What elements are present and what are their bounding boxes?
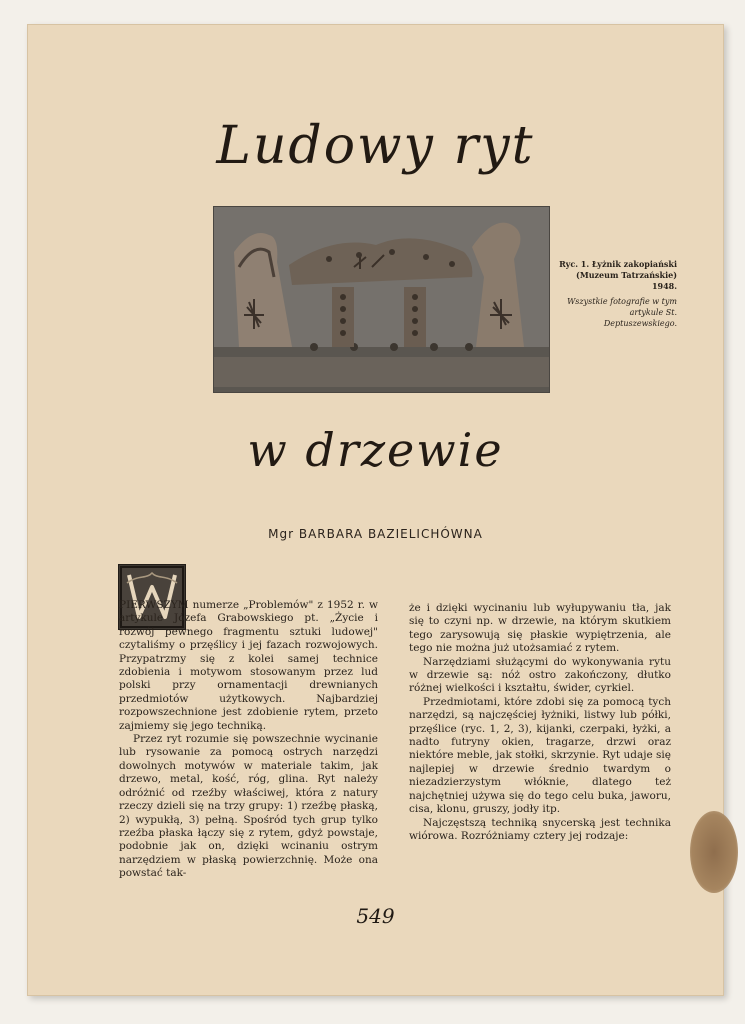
photo-caption — [559, 259, 677, 329]
magazine-page — [27, 24, 724, 996]
caption-line-2: Wszystkie fotografie w tym artykule St. Deptuszewskiego. — [567, 297, 677, 328]
right-paragraph-2: Narzędziami służącymi do wykonywania rytu w drzewie są: nóż ostro zakończony, dłutko różnej wielkości i kształtu, świder, cyrkiel. — [409, 655, 671, 695]
right-column — [409, 602, 671, 843]
right-paragraph-1: że i dzięki wycinaniu lub wyłupywaniu tła, jak się to czyni np. w drzewie, na którym skutkiem tego zarysowują się płaskie wypiętrzenia, ale tego nie można już utożsamiać z rytem. — [409, 602, 671, 655]
left-paragraph-2: Przez ryt rozumie się powszechnie wycinanie lub rysowanie za pomocą ostrych narzędzi dowolnych motywów w materiale takim, jak drzewo, metal, kość, róg, glina. Ryt należy odróżnić od rzeźby właściwej, która z natury rzeczy dzieli się na trzy grupy: 1) rzeźbę płaską, 2) wypukłą, 3) pełną. Spośród tych grup tylko rzeźba płaska łączy się z rytem, gdyż powstaje, podobnie jak on, dzięki wcinaniu ostrym narzędziem w płaską powierzchnię. Może ona powstać tak- — [119, 733, 378, 880]
paper-stain — [690, 811, 738, 893]
page-number: 549 — [356, 904, 395, 928]
left-column — [119, 599, 378, 881]
title-line-1: Ludowy ryt — [216, 116, 535, 176]
left-paragraph-1: PIERWSZYM numerze „Problemów" z 1952 r. w artykule Józefa Grabowskiego pt. „Życie i rozwój pewnego fragmentu sztuki ludowej" czytaliśmy o przęślicy i jej fazach rozwojowych. Przypatrzmy się z kolei samej technice zdobienia i motywom stosowanym przez lud polski przy ornamentacji drewnianych przedmiotów użytkowych. Najbardziej rozpowszechnione jest zdobienie rytem, przeto zajmiemy się jego techniką. — [119, 599, 378, 732]
right-paragraph-3: Przedmiotami, które zdobi się za pomocą tych narzędzi, są najczęściej łyżniki, listwy lub półki, przęślice (ryc. 1, 2, 3), kijanki, czerpaki, łyżki, a nadto futryny okien, tragarze, drzwi oraz niektóre meble, jak stołki, skrzynie. Ryt udaje się najlepiej w drzewie średnio twardym o niezadzierzystym włóknie, dlatego też najchętniej używa się do tego celu buka, jaworu, cisa, klonu, gruszy, jodły itp. — [409, 695, 671, 816]
spoon-rack-illustration — [214, 207, 549, 392]
caption-line-1: Ryc. 1. Łyżnik zakopiański (Muzeum Tatrzańskie) 1948. — [559, 259, 677, 291]
right-paragraph-4: Najczęstszą techniką snycerską jest technika wiórowa. Rozróżniamy cztery jej rodzaje: — [409, 816, 671, 842]
title-line-2: w drzewie — [247, 423, 504, 477]
lyznik-photo — [213, 206, 550, 393]
author-byline: Mgr BARBARA BAZIELICHÓWNA — [268, 527, 483, 541]
